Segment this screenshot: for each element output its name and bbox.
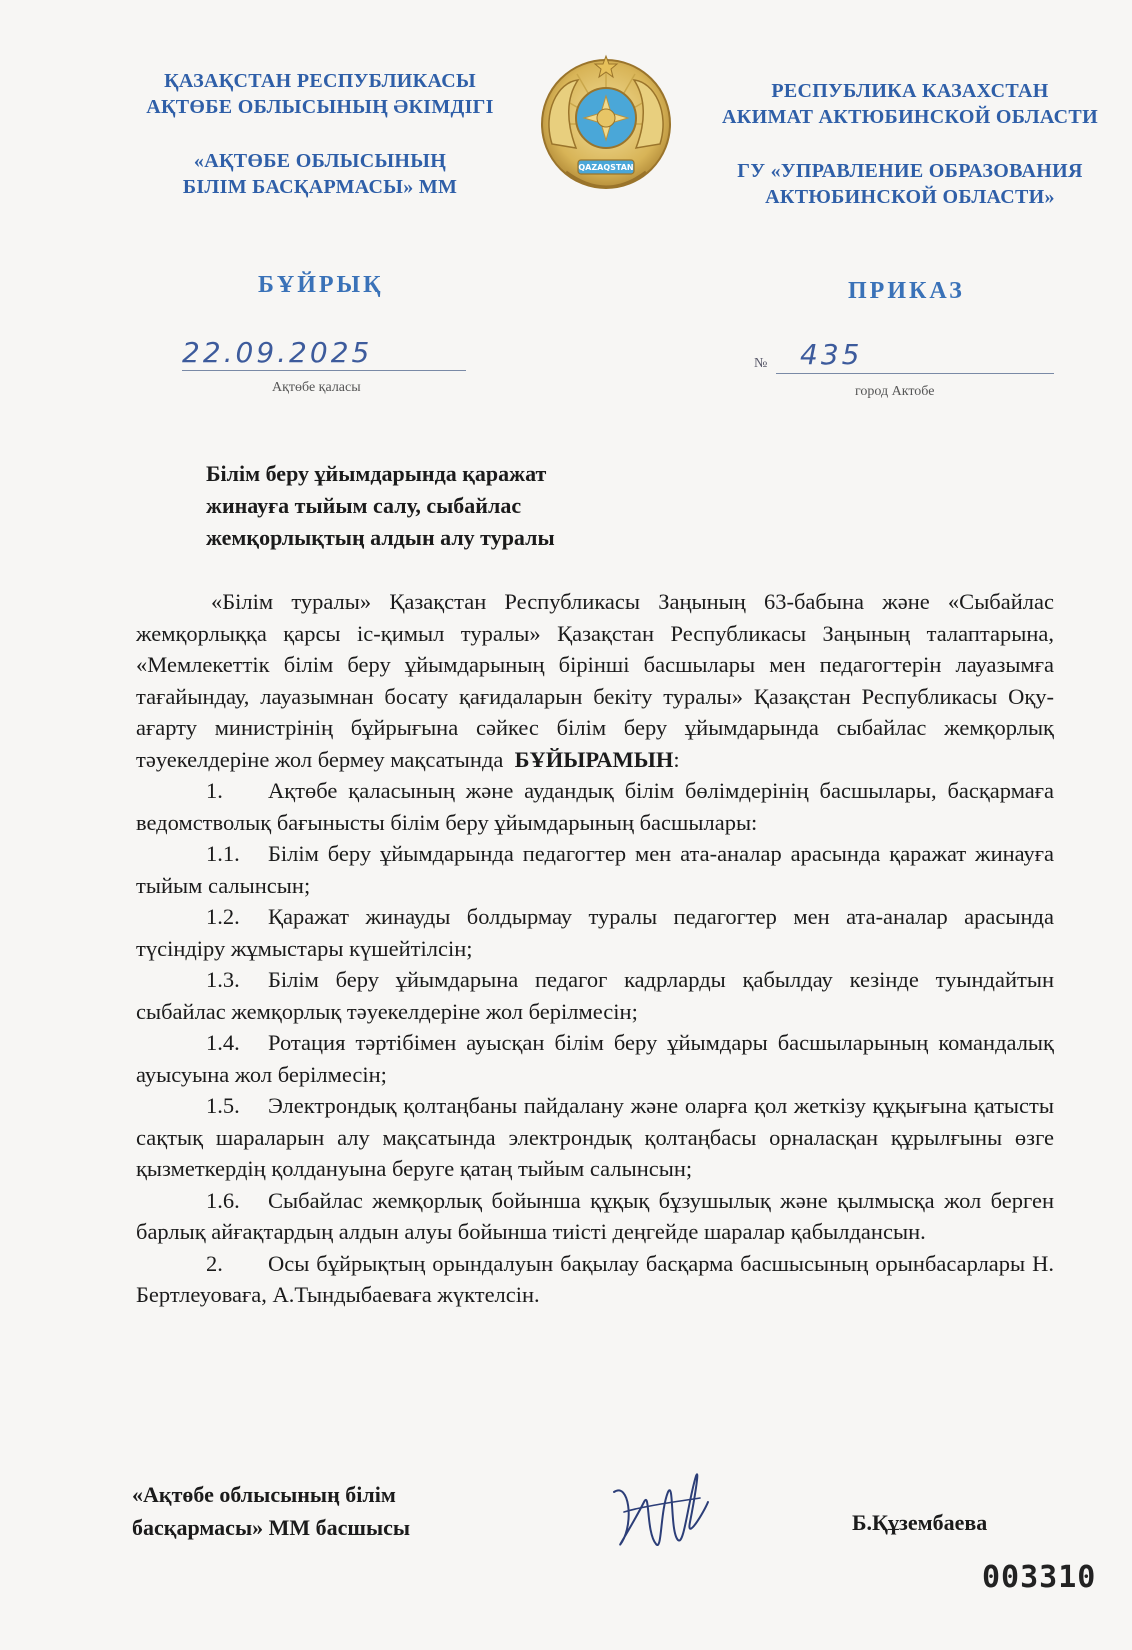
- item-number: 1.2.: [206, 904, 240, 929]
- title-line: жинауға тыйым салу, сыбайлас: [206, 493, 522, 518]
- item-text: Электрондық қолтаңбаны пайдалану және оларға қол жеткізу құқығына қатысты сақтық шараларын алу мақсатында электрондық қолтаңбасы орналасқан құрылғыны өзге қызметкердің қолдануына беруге қатаң тыйым салынсын;: [136, 1093, 1054, 1181]
- item-text: Сыбайлас жемқорлық бойынша құқық бұзушылық және қылмысқа жол берген барлық айғақтардың алдын алуы бойынша тиісті деңгейде шаралар қабылдансын.: [136, 1187, 1054, 1244]
- header-kz-line2: АҚТӨБЕ ОБЛЫСЫНЫҢ ӘКІМДІГІ: [146, 96, 494, 118]
- header-kz-line4: БІЛІМ БАСҚАРМАСЫ» ММ: [182, 176, 458, 198]
- item-number: 2.: [206, 1250, 223, 1276]
- number-underline: [776, 373, 1054, 374]
- handwritten-signature: [604, 1462, 714, 1562]
- signatory-name: Б.Құзембаева: [852, 1510, 988, 1535]
- item-text: Білім беру ұйымдарында педагогтер мен ата-аналар арасында қаражат жинауға тыйым салынсын;: [136, 841, 1054, 898]
- order-kind-russian: ПРИКАЗ: [848, 278, 965, 304]
- title-line: Білім беру ұйымдарында қаражат: [206, 461, 547, 486]
- header-ru-line4: АКТЮБИНСКОЙ ОБЛАСТИ»: [765, 186, 1055, 208]
- number-sign: №: [754, 356, 768, 371]
- list-item: [136, 775, 1054, 838]
- list-item: [136, 1090, 1054, 1185]
- preamble-paragraph: [136, 586, 1054, 775]
- header-kazakh: [130, 68, 510, 200]
- city-russian: город Актобе: [855, 384, 935, 399]
- command-punctuation: :: [673, 746, 680, 772]
- order-date: 22.09.2025: [182, 336, 373, 369]
- list-item: [136, 1248, 1054, 1311]
- header-ru-line3: ГУ «УПРАВЛЕНИЕ ОБРАЗОВАНИЯ: [737, 160, 1083, 182]
- header-ru-line2: АКИМАТ АКТЮБИНСКОЙ ОБЛАСТИ: [722, 106, 1098, 128]
- item-number: 1.5.: [206, 1093, 240, 1118]
- serial-number: 003310: [982, 1560, 1097, 1595]
- order-number: 435: [800, 338, 863, 371]
- list-item: [136, 1185, 1054, 1248]
- item-text: Ротация тәртібімен ауысқан білім беру ұйымдары басшыларының командалық ауысуына жол берілмесін;: [136, 1030, 1054, 1087]
- item-text: Осы бұйрықтың орындалуын бақылау басқарма басшысының орынбасарлары Н. Бертлеуоваға, А.Тындыбаеваға жүктелсін.: [136, 1250, 1054, 1307]
- header-russian: [710, 78, 1110, 210]
- item-number: 1.3.: [206, 967, 240, 992]
- date-underline: [182, 370, 466, 371]
- preamble-text: «Білім туралы» Қазақстан Республикасы Заңының 63-бабына және «Сыбайлас жемқорлыққа қарсы іс-қимыл туралы» Қазақстан Республикасы Заңының талаптарына, «Мемлекеттік білім беру ұйымдарының бірінші басшылары мен педагогтерін лауазымға тағайындау, лауазымнан босату қағидаларын бекіту туралы» Қазақстан Республикасы Оқу-ағарту министрінің бұйрығына сәйкес білім беру ұйымдарында сыбайлас жемқорлық тәуекелдеріне жол бермеу мақсатында: [136, 589, 1054, 772]
- item-text: Білім беру ұйымдарына педагог кадрларды қабылдау кезінде туындайтын сыбайлас жемқорлық тәуекелдеріне жол берілмесін;: [136, 967, 1054, 1024]
- item-number: 1.1.: [206, 841, 240, 866]
- svg-text:QAZAQSTAN: QAZAQSTAN: [578, 163, 634, 172]
- item-number: 1.4.: [206, 1030, 240, 1055]
- list-item: [136, 964, 1054, 1027]
- title-line: жемқорлықтың алдын алу туралы: [206, 525, 555, 550]
- kazakhstan-state-emblem-icon: [536, 52, 676, 202]
- position-line: «Ақтөбе облысының білім: [132, 1482, 396, 1507]
- position-line: басқармасы» ММ басшысы: [132, 1515, 411, 1540]
- order-kind-kazakh: БҰЙРЫҚ: [258, 272, 384, 298]
- header-kz-line3: «АҚТӨБЕ ОБЛЫСЫНЫҢ: [193, 150, 447, 172]
- command-word: БҰЙЫРАМЫН: [514, 746, 674, 772]
- item-number: 1.6.: [206, 1187, 240, 1213]
- item-number: 1.: [206, 778, 223, 803]
- item-text: Ақтөбе қаласының және аудандық білім бөлімдерінің басшылары, басқармаға ведомстволық бағынысты білім беру ұйымдарының басшылары:: [136, 778, 1054, 835]
- list-item: [136, 838, 1054, 901]
- header-kz-line1: ҚАЗАҚСТАН РЕСПУБЛИКАСЫ: [164, 70, 476, 92]
- header-ru-line1: РЕСПУБЛИКА КАЗАХСТАН: [771, 80, 1049, 102]
- item-text: Қаражат жинауды болдырмау туралы педагогтер мен ата-аналар арасында түсіндіру жұмыстары күшейтілсін;: [136, 904, 1054, 961]
- signatory-position: [132, 1478, 552, 1544]
- city-kazakh: Ақтөбе қаласы: [272, 380, 361, 395]
- order-body: [136, 586, 1054, 1311]
- list-item: [136, 901, 1054, 964]
- list-item: [136, 1027, 1054, 1090]
- order-title: [206, 458, 666, 554]
